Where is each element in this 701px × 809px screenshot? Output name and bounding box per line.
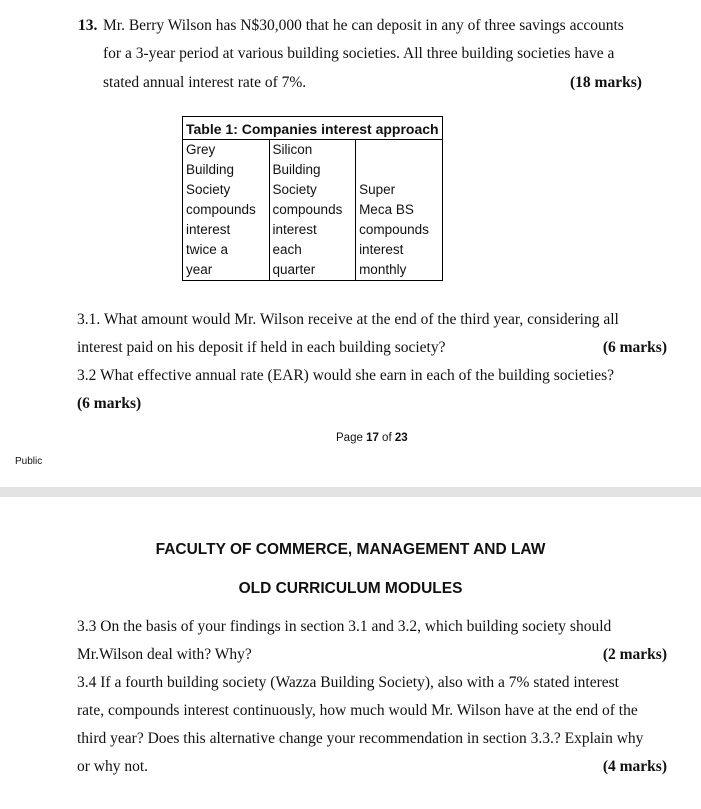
q34-line-1 — [77, 669, 667, 697]
question-marks: (18 marks) — [570, 74, 642, 91]
cell-line: compounds — [272, 202, 343, 217]
cell-line: Silicon — [272, 142, 313, 157]
curriculum-heading: OLD CURRICULUM MODULES — [238, 580, 463, 597]
q33-marks: (2 marks) — [602, 646, 667, 663]
q32-marks: (6 marks) — [77, 395, 142, 412]
cell-line: interest — [186, 222, 231, 237]
companies-table — [182, 116, 443, 281]
table-cell-grey — [183, 140, 270, 281]
classification-label: Public — [15, 456, 43, 467]
q32-text-1: 3.2 What effective annual rate (EAR) would she earn in each of the building societies? — [77, 367, 614, 384]
cell-line: Society — [272, 182, 317, 197]
q31-line-1 — [77, 306, 667, 334]
cell-line: Building — [272, 162, 321, 177]
q33-paragraph — [77, 613, 667, 669]
q34-text-2: rate, compounds interest continuously, how much would Mr. Wilson have at the end of the — [77, 702, 638, 719]
cell-line: Super — [359, 182, 396, 197]
faculty-heading: FACULTY OF COMMERCE, MANAGEMENT AND LAW — [155, 541, 546, 558]
cell-line: Building — [186, 162, 235, 177]
q33-text-1: 3.3 On the basis of your findings in section 3.1 and 3.2, which building society should — [77, 618, 612, 635]
page-mid: of — [378, 432, 395, 444]
q34-line-3 — [77, 725, 667, 753]
cell-line: year — [186, 262, 213, 277]
q34-paragraph — [77, 669, 667, 781]
q32-paragraph — [77, 362, 667, 418]
q34-line-2 — [77, 697, 667, 725]
cell-line: quarter — [272, 262, 316, 277]
page-separator — [0, 487, 701, 497]
cell-line: monthly — [359, 262, 407, 277]
q31-text-2: interest paid on his deposit if held in each building society? — [77, 339, 446, 356]
q32-line-1 — [77, 362, 667, 390]
question-line-3: stated annual interest rate of 7%. — [103, 74, 307, 91]
table-title: Table 1: Companies interest approach — [183, 117, 443, 140]
table-cell-super-meca — [356, 140, 443, 281]
cell-line: compounds — [359, 222, 429, 237]
page-current: 17 — [366, 432, 379, 444]
table-cell-silicon — [269, 140, 356, 281]
cell-line: each — [272, 242, 302, 257]
cell-line: Grey — [186, 142, 216, 157]
q34-text-3: third year? Does this alternative change your recommendation in section 3.3.? Explain why — [77, 730, 644, 747]
question-line-2: for a 3-year period at various building societies. All three building societies have a — [103, 45, 615, 62]
question-line-1: Mr. Berry Wilson has N$30,000 that he can deposit in any of three savings accounts — [103, 17, 624, 34]
q34-text-4: or why not. — [77, 758, 149, 775]
q31-marks: (6 marks) — [602, 339, 667, 356]
cell-line: compounds — [186, 202, 256, 217]
question-number: 13. — [78, 17, 98, 34]
page-prefix: Page — [336, 432, 367, 444]
q34-marks: (4 marks) — [602, 758, 667, 775]
q33-line-2 — [77, 641, 667, 669]
page-total: 23 — [394, 432, 408, 444]
cell-line: interest — [272, 222, 317, 237]
q33-line-1 — [77, 613, 667, 641]
q32-line-2 — [77, 390, 667, 418]
cell-line: Society — [186, 182, 231, 197]
q31-text-1: 3.1. What amount would Mr. Wilson receive at the end of the third year, considering all — [77, 311, 619, 328]
cell-line: twice a — [186, 242, 229, 257]
q34-line-4 — [77, 753, 667, 781]
cell-line: interest — [359, 242, 404, 257]
q33-text-2: Mr.Wilson deal with? Why? — [77, 646, 252, 663]
page-number — [336, 432, 408, 444]
cell-line: Meca BS — [359, 202, 414, 217]
q31-line-2 — [77, 334, 667, 362]
q34-text-1: 3.4 If a fourth building society (Wazza Building Society), also with a 7% stated interest — [77, 674, 619, 691]
q31-paragraph — [77, 306, 667, 362]
